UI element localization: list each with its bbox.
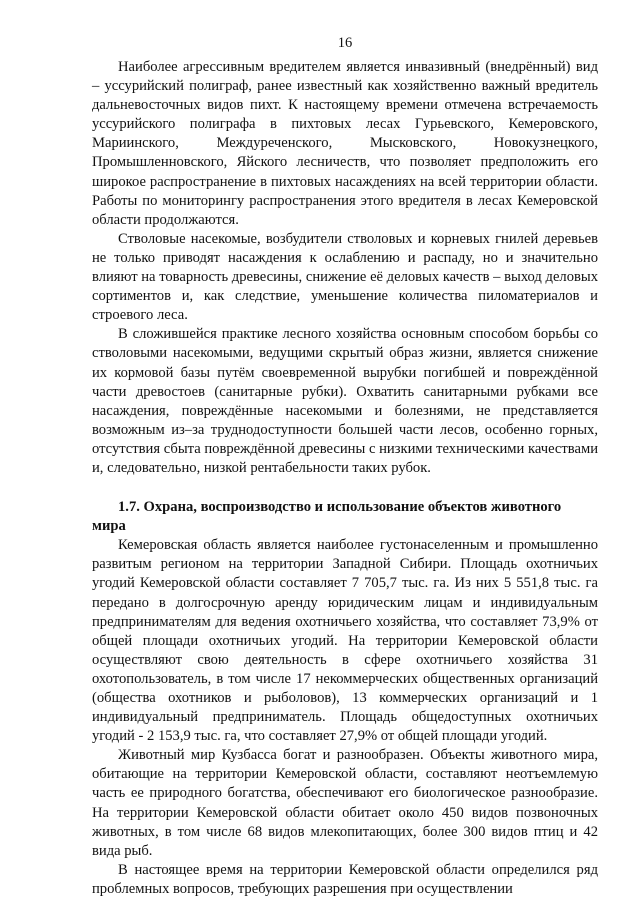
paragraph-invasive-pest: Наиболее агрессивным вредителем является инвазивный (внедрённый) вид – уссурийский полиграф, ранее известный как хозяйственно важный вредитель дальневосточных видов пихт. К настоящему времени отмечена встречаемость уссурийского полиграфа в пихтовых лесах Гурьевского, Кемеровского, Мариинского, Междуреченского, Мысковского, Новокузнецкого, Промышленновского, Яйского лесничеств, что позволяет предположить его широкое распространение в пихтовых насаждениях на всей территории области. Работы по мониторингу распространения этого вредителя в лесах Кемеровской области продолжаются. — [92, 59, 598, 228]
page-number: 16 — [337, 35, 353, 51]
paragraph-sanitary-felling: В сложившейся практике лесного хозяйства основным способом борьбы со стволовыми насекомыми, ведущими скрытый образ жизни, является снижение их кормовой базы путём своевременной вырубки погибшей и повреждённой части древостоев (санитарные рубки). Охватить санитарными рубками все насаждения, повреждённые насекомыми и болезнями, не представляется возможным из–за труднодоступности большей части лесов, особенно горных, отсутствия сбыта повреждённой древесины с низкими техническими качествами и, следовательно, низкой рентабельности таких рубок. — [92, 326, 598, 476]
document-body — [92, 58, 598, 899]
paragraph-hunting-grounds: Кемеровская область является наиболее густонаселенным и промышленно развитым регионом на территории Западной Сибири. Площадь охотничьих угодий Кемеровской области составляет 7 705,7 тыс. га. Из них 5 551,8 тыс. га передано в долгосрочную аренду юридическим лицам и индивидуальным предпринимателям для ведения охотничьего хозяйства, что составляет 73,9% от общей площади охотничьих угодий. На территории Кемеровской области осуществляют свою деятельность в сфере охотничьего хозяйства 31 охотопользователь, в том числе 17 некоммерческих общественных организаций (общества охотников и рыболовов), 13 коммерческих организаций и 1 индивидуальный предприниматель. Площадь общедоступных охотничьих угодий - 2 153,9 тыс. га, что составляет 27,9% от общей площади угодий. — [92, 537, 598, 745]
paragraph-stem-insects: Стволовые насекомые, возбудители стволовых и корневых гнилей деревьев не только приводят насаждения к ослаблению и распаду, но и значительно влияют на товарность древесины, снижение её деловых качеств – выход деловых сортиментов и, как следствие, уменьшение количества пиломатериалов и строевого леса. — [92, 230, 598, 324]
section-heading: 1.7. Охрана, воспроизводство и использование объектов животного мира — [92, 499, 562, 535]
paragraph-current-issues: В настоящее время на территории Кемеровской области определился ряд проблемных вопросов, требующих разрешения при осуществлении — [92, 861, 598, 897]
paragraph-fauna: Животный мир Кузбасса богат и разнообразен. Объекты животного мира, обитающие на территории Кемеровской области, составляют неотъемлемую часть ее природного богатства, обеспечивают его биологическое разнообразие. На территории Кемеровской области обитает около 450 видов позвоночных животных, в том числе 68 видов млекопитающих, более 300 видов птиц и 42 вида рыб. — [92, 747, 598, 859]
